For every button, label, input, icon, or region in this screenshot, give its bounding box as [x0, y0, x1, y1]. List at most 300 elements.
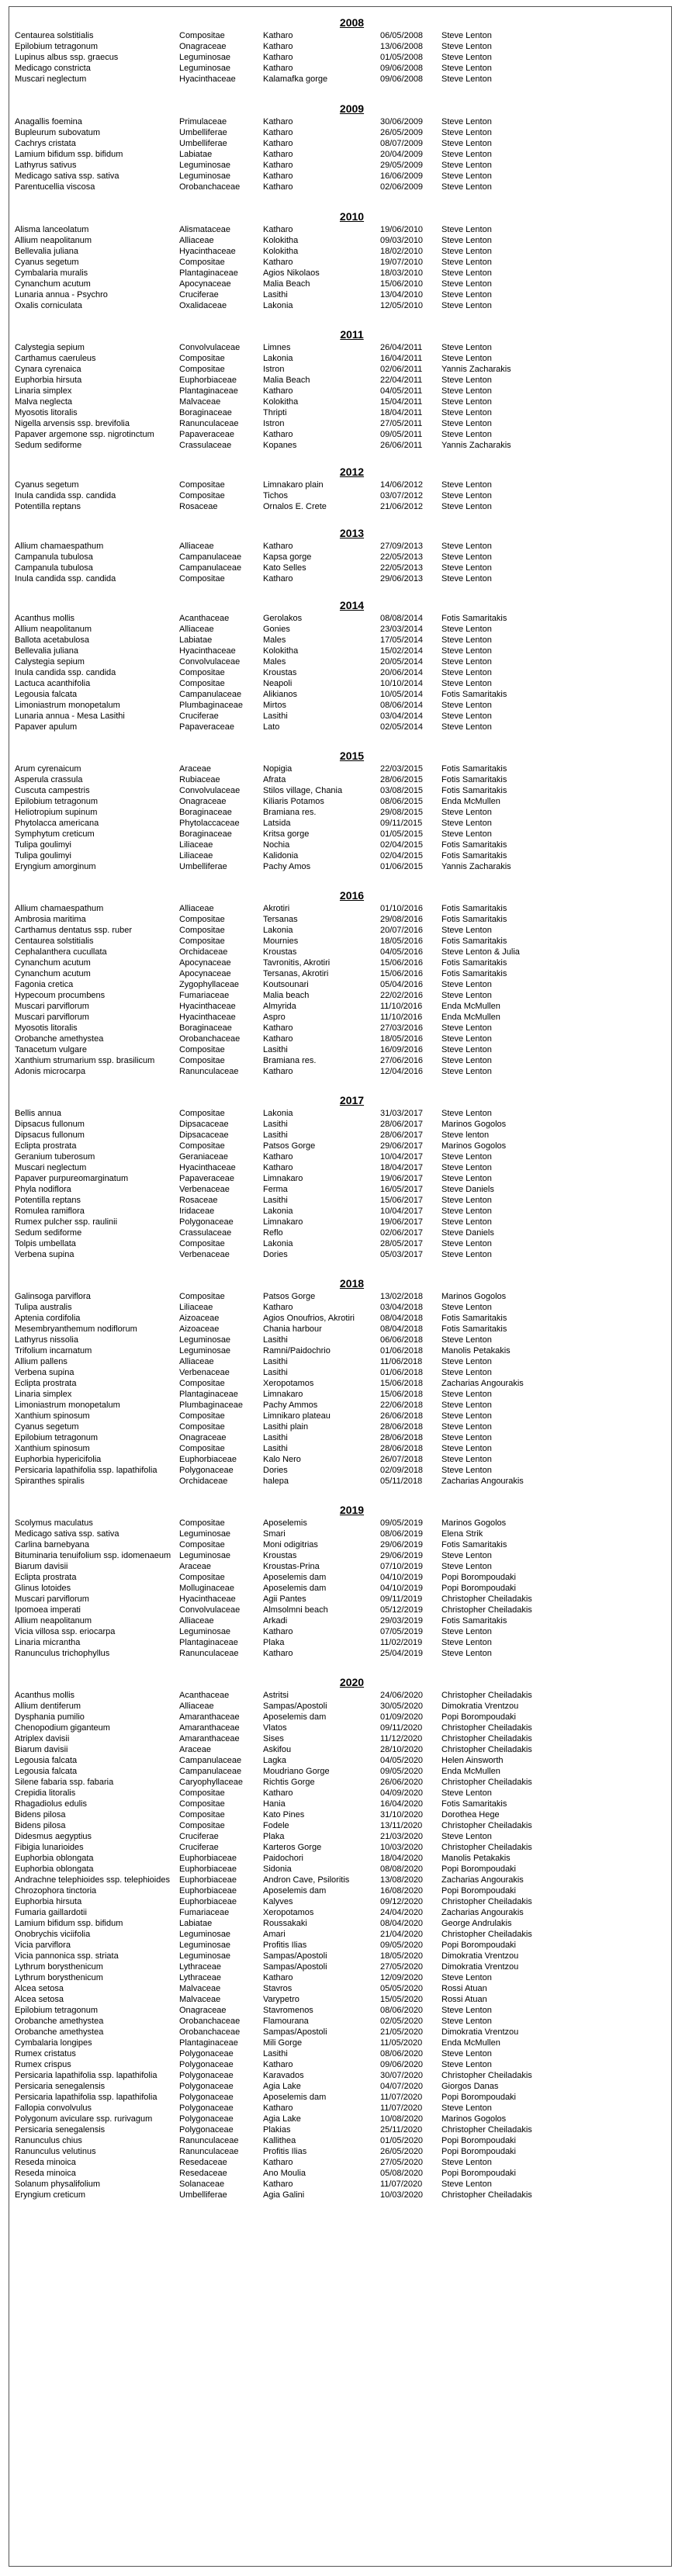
location-cell: Katharo	[263, 2060, 293, 2069]
location-cell: Katharo	[263, 171, 293, 181]
observer-cell: Fotis Samaritakis	[441, 690, 507, 699]
family-cell: Plantaginaceae	[179, 268, 238, 278]
observer-cell: Rossi Atuan	[441, 1995, 487, 2004]
date-cell: 29/05/2009	[380, 161, 424, 170]
family-cell: Verbenaceae	[179, 1250, 230, 1259]
observer-cell: Christopher Cheiladakis	[441, 1897, 532, 1906]
location-cell: Katharo	[263, 386, 293, 396]
table-row	[13, 279, 618, 289]
location-cell: Latsida	[263, 819, 291, 828]
species-cell: Calystegia sepium	[15, 343, 85, 352]
observer-cell: Christopher Cheiladakis	[441, 1723, 532, 1733]
table-row	[13, 1744, 618, 1755]
date-cell: 18/04/2017	[380, 1163, 424, 1172]
date-cell: 11/07/2020	[380, 2103, 423, 2113]
family-cell: Compositae	[179, 1821, 225, 1830]
location-cell: Katharo	[263, 1627, 293, 1636]
table-row	[13, 440, 618, 451]
observer-cell: Christopher Cheiladakis	[441, 1594, 532, 1604]
date-cell: 05/08/2020	[380, 2169, 424, 2178]
family-cell: Plumbaginaceae	[179, 701, 243, 710]
date-cell: 04/05/2020	[380, 1756, 424, 1765]
species-cell: Calystegia sepium	[15, 657, 85, 667]
table-row	[13, 552, 618, 563]
observer-cell: Popi Borompoudaki	[441, 2147, 517, 2156]
table-row	[13, 1561, 618, 1572]
species-cell: Lathyrus sativus	[15, 161, 77, 170]
year-section-2019	[9, 1503, 671, 1659]
table-row	[13, 1615, 618, 1626]
table-row	[13, 1356, 618, 1367]
location-cell: Agia Lake	[263, 2082, 301, 2091]
observer-cell: Steve Lenton	[441, 808, 492, 817]
location-cell: Limnikaro plateau	[263, 1411, 331, 1421]
table-row	[13, 171, 618, 182]
species-cell: Nigella arvensis ssp. brevifolia	[15, 419, 130, 428]
location-cell: Xeropotamos	[263, 1379, 314, 1388]
table-row	[13, 613, 618, 624]
observer-cell: Steve Lenton	[441, 1390, 492, 1399]
family-cell: Hyacinthaceae	[179, 646, 236, 656]
observer-cell: Christopher Cheiladakis	[441, 2125, 532, 2135]
location-cell: Kapsa gorge	[263, 552, 312, 562]
records-table	[13, 1291, 618, 1487]
date-cell: 08/08/2020	[380, 1864, 424, 1874]
location-cell: Katharo	[263, 542, 293, 551]
observer-cell: Christopher Cheiladakis	[441, 1843, 532, 1852]
table-row	[13, 396, 618, 407]
species-cell: Potentilla reptans	[15, 502, 81, 511]
family-cell: Convolvulaceae	[179, 657, 241, 667]
table-row	[13, 667, 618, 678]
date-cell: 28/10/2020	[380, 1745, 424, 1754]
location-cell: Aposelemis dam	[263, 1584, 327, 1593]
species-cell: Fagonia cretica	[15, 980, 74, 989]
table-row	[13, 1302, 618, 1313]
observer-cell: Steve Lenton	[441, 408, 492, 417]
location-cell: Kolokitha	[263, 247, 299, 256]
species-cell: Tolpis umbellata	[15, 1239, 76, 1248]
location-cell: Moudriano Gorge	[263, 1767, 330, 1776]
year-heading-text: 2011	[340, 328, 364, 341]
date-cell: 27/06/2016	[380, 1056, 424, 1065]
date-cell: 13/02/2018	[380, 1292, 424, 1301]
table-row	[13, 1023, 618, 1034]
date-cell: 21/04/2020	[380, 1930, 424, 1939]
observer-cell: Steve Lenton	[441, 1303, 492, 1312]
date-cell: 09/05/2020	[380, 1767, 424, 1776]
location-cell: Katharo	[263, 1303, 293, 1312]
observer-cell: Steve Lenton	[441, 701, 492, 710]
location-cell: Patsos Gorge	[263, 1141, 316, 1151]
location-cell: Katharo	[263, 2180, 293, 2189]
date-cell: 27/05/2020	[380, 2158, 424, 2167]
species-cell: Linaria micrantha	[15, 1638, 81, 1647]
species-cell: Lythrum borysthenicum	[15, 1973, 103, 1982]
year-heading	[9, 209, 671, 224]
species-cell: Cachrys cristata	[15, 139, 76, 148]
location-cell: Pachy Amos	[263, 862, 311, 871]
family-cell: Primulaceae	[179, 117, 227, 126]
family-cell: Alliaceae	[179, 542, 214, 551]
table-row	[13, 2114, 618, 2124]
date-cell: 05/03/2017	[380, 1250, 424, 1259]
table-row	[13, 2016, 618, 2027]
species-cell: Phyla nodiflora	[15, 1185, 71, 1194]
table-row	[13, 700, 618, 711]
family-cell: Polygonaceae	[179, 1466, 234, 1475]
year-section-2020	[9, 1675, 671, 2200]
date-cell: 22/03/2015	[380, 764, 424, 774]
location-cell: Ramni/Paidochrio	[263, 1346, 331, 1356]
location-cell: Kalidonia	[263, 851, 299, 860]
family-cell: Leguminosae	[179, 1627, 231, 1636]
observer-cell: Steve Lenton	[441, 563, 492, 573]
family-cell: Compositae	[179, 915, 225, 924]
family-cell: Onagraceae	[179, 2006, 227, 2015]
date-cell: 15/06/2016	[380, 958, 424, 968]
family-cell: Compositae	[179, 258, 225, 267]
species-cell: Allium neapolitanum	[15, 1616, 92, 1626]
species-cell: Eclipta prostrata	[15, 1141, 77, 1151]
species-cell: Ranunculus chius	[15, 2136, 82, 2145]
table-row	[13, 861, 618, 872]
observer-cell: Steve Lenton	[441, 1466, 492, 1475]
location-cell: Nochia	[263, 840, 290, 850]
section-spacer	[9, 311, 671, 327]
date-cell: 11/06/2018	[380, 1357, 423, 1366]
table-row	[13, 2190, 618, 2200]
family-cell: Compositae	[179, 491, 225, 500]
table-row	[13, 1788, 618, 1799]
table-row	[13, 1809, 618, 1820]
records-table	[13, 224, 618, 311]
family-cell: Amaranthaceae	[179, 1734, 240, 1743]
year-section-2017	[9, 1093, 671, 1260]
observer-cell: Steve Lenton	[441, 182, 492, 192]
family-cell: Cruciferae	[179, 712, 219, 721]
table-row	[13, 1411, 618, 1421]
date-cell: 29/06/2019	[380, 1540, 424, 1549]
family-cell: Euphorbiaceae	[179, 1897, 237, 1906]
table-row	[13, 947, 618, 957]
species-cell: Verbena supina	[15, 1368, 74, 1377]
family-cell: Malvaceae	[179, 397, 221, 407]
table-row	[13, 2146, 618, 2157]
table-row	[13, 1066, 618, 1077]
date-cell: 04/10/2019	[380, 1584, 424, 1593]
species-cell: Adonis microcarpa	[15, 1067, 86, 1076]
table-row	[13, 41, 618, 52]
location-cell: Richtis Gorge	[263, 1778, 315, 1787]
table-row	[13, 2027, 618, 2038]
location-cell: Aposelemis dam	[263, 1886, 327, 1896]
observer-cell: Steve Lenton	[441, 279, 492, 289]
location-cell: Kolokitha	[263, 646, 299, 656]
table-row	[13, 364, 618, 375]
family-cell: Oxalidaceae	[179, 301, 227, 310]
date-cell: 15/04/2011	[380, 397, 423, 407]
location-cell: Kroustas-Prina	[263, 1562, 320, 1571]
family-cell: Liliaceae	[179, 851, 213, 860]
date-cell: 09/11/2020	[380, 1723, 423, 1733]
location-cell: Plaka	[263, 1638, 285, 1647]
species-cell: Ranunculus trichophyllus	[15, 1649, 110, 1658]
observer-cell: Christopher Cheiladakis	[441, 1734, 532, 1743]
date-cell: 15/06/2016	[380, 969, 424, 978]
family-cell: Molluginaceae	[179, 1584, 234, 1593]
observer-cell: Steve Lenton	[441, 1023, 492, 1033]
year-section-2015	[9, 749, 671, 872]
observer-cell: Popi Borompoudaki	[441, 1941, 517, 1950]
year-heading-text: 2016	[339, 889, 365, 902]
date-cell: 11/02/2019	[380, 1638, 423, 1647]
species-cell: Cymbalaria muralis	[15, 268, 88, 278]
section-spacer	[9, 1260, 671, 1276]
family-cell: Umbelliferae	[179, 139, 227, 148]
year-heading	[9, 1503, 671, 1518]
location-cell: Sises	[263, 1734, 284, 1743]
records-table	[13, 903, 618, 1077]
species-cell: Orobanche amethystea	[15, 2027, 104, 2037]
location-cell: Kalyves	[263, 1897, 293, 1906]
year-heading	[9, 1276, 671, 1291]
species-cell: Bupleurum subovatum	[15, 128, 101, 137]
observer-cell: Steve Lenton	[441, 430, 492, 439]
date-cell: 22/05/2013	[380, 563, 424, 573]
family-cell: Araceae	[179, 764, 211, 774]
location-cell: Stavros	[263, 1984, 293, 1993]
location-cell: Lasithi	[263, 1368, 288, 1377]
family-cell: Hyacinthaceae	[179, 74, 236, 84]
location-cell: Hania	[263, 1799, 286, 1809]
species-cell: Cyanus segetum	[15, 1422, 79, 1432]
location-cell: Nopigia	[263, 764, 293, 774]
species-cell: Reseda minoica	[15, 2169, 76, 2178]
table-row	[13, 1044, 618, 1055]
date-cell: 26/05/2009	[380, 128, 424, 137]
date-cell: 21/05/2020	[380, 2027, 424, 2037]
observer-cell: Dorothea Hege	[441, 1810, 500, 1819]
observer-cell: Steve Lenton	[441, 2103, 492, 2113]
table-row	[13, 342, 618, 353]
family-cell: Plantaginaceae	[179, 2038, 238, 2048]
table-row	[13, 656, 618, 667]
date-cell: 26/07/2018	[380, 1455, 424, 1464]
family-cell: Alismataceae	[179, 225, 231, 234]
observer-cell: Fotis Samaritakis	[441, 840, 507, 850]
location-cell: Malia Beach	[263, 376, 310, 385]
table-row	[13, 1766, 618, 1777]
date-cell: 28/06/2018	[380, 1422, 424, 1432]
family-cell: Orchidaceae	[179, 947, 228, 957]
observer-cell: Steve Lenton	[441, 1045, 492, 1054]
family-cell: Leguminosae	[179, 1930, 231, 1939]
section-spacer	[9, 584, 671, 598]
species-cell: Spiranthes spiralis	[15, 1477, 85, 1486]
observer-cell: Steve Lenton	[441, 31, 492, 40]
table-row	[13, 1378, 618, 1389]
family-cell: Plantaginaceae	[179, 386, 238, 396]
family-cell: Orobanchaceae	[179, 182, 241, 192]
date-cell: 22/05/2013	[380, 552, 424, 562]
date-cell: 25/11/2020	[380, 2125, 423, 2135]
family-cell: Hyacinthaceae	[179, 1163, 236, 1172]
species-cell: Polygonum aviculare ssp. rurivagum	[15, 2114, 153, 2124]
family-cell: Boraginaceae	[179, 408, 232, 417]
observer-cell: Enda McMullen	[441, 1002, 500, 1011]
observer-cell: Yannis Zacharakis	[441, 441, 511, 450]
table-row	[13, 563, 618, 573]
table-row	[13, 2103, 618, 2114]
observer-cell: Steve Lenton	[441, 225, 492, 234]
species-cell: Bellis annua	[15, 1109, 61, 1118]
table-row	[13, 1733, 618, 1744]
table-row	[13, 2081, 618, 2092]
location-cell: Males	[263, 635, 286, 645]
observer-cell: Steve Lenton	[441, 419, 492, 428]
table-row	[13, 1141, 618, 1151]
location-cell: Katharo	[263, 1034, 293, 1044]
location-cell: Alikianos	[263, 690, 298, 699]
date-cell: 01/09/2020	[380, 1712, 424, 1722]
location-cell: Mirtos	[263, 701, 286, 710]
date-cell: 10/04/2017	[380, 1207, 424, 1216]
family-cell: Compositae	[179, 1056, 225, 1065]
table-row	[13, 990, 618, 1001]
table-row	[13, 501, 618, 512]
table-row	[13, 182, 618, 192]
observer-cell: Steve Lenton	[441, 712, 492, 721]
location-cell: Kroustas	[263, 947, 297, 957]
location-cell: Limnakaro	[263, 1217, 303, 1227]
location-cell: Stilos village, Chania	[263, 786, 343, 795]
family-cell: Onagraceae	[179, 797, 227, 806]
observer-cell: Steve Lenton	[441, 679, 492, 688]
date-cell: 13/06/2008	[380, 42, 424, 51]
location-cell: Katharo	[263, 161, 293, 170]
family-cell: Leguminosae	[179, 1941, 231, 1950]
date-cell: 03/04/2018	[380, 1303, 424, 1312]
date-cell: 29/08/2015	[380, 808, 424, 817]
species-cell: Linaria simplex	[15, 386, 72, 396]
location-cell: Sampas/Apostoli	[263, 1962, 327, 1972]
family-cell: Compositae	[179, 679, 225, 688]
species-cell: Euphorbia oblongata	[15, 1854, 94, 1863]
date-cell: 13/04/2010	[380, 290, 424, 299]
table-row	[13, 1605, 618, 1615]
species-cell: Bellevalia juliana	[15, 247, 78, 256]
date-cell: 08/08/2014	[380, 614, 424, 623]
year-heading-text: 2010	[339, 210, 365, 223]
table-row	[13, 30, 618, 41]
family-cell: Araceae	[179, 1562, 211, 1571]
family-cell: Verbenaceae	[179, 1368, 230, 1377]
date-cell: 18/03/2010	[380, 268, 424, 278]
location-cell: Almsolmni beach	[263, 1605, 328, 1615]
location-cell: Sampas/Apostoli	[263, 2027, 327, 2037]
observer-cell: Zacharias Angourakis	[441, 1477, 524, 1486]
location-cell: Koutsounari	[263, 980, 309, 989]
location-cell: Almyrida	[263, 1002, 296, 1011]
species-cell: Mesembryanthemum nodiflorum	[15, 1324, 137, 1334]
observer-cell: Steve Daniels	[441, 1228, 494, 1238]
location-cell: Malia Beach	[263, 279, 310, 289]
table-row	[13, 268, 618, 279]
date-cell: 27/09/2013	[380, 542, 424, 551]
family-cell: Papaveraceae	[179, 430, 234, 439]
date-cell: 08/06/2019	[380, 1529, 424, 1539]
location-cell: Dories	[263, 1466, 288, 1475]
table-row	[13, 1151, 618, 1162]
records-table	[13, 30, 618, 85]
family-cell: Malvaceae	[179, 1995, 221, 2004]
date-cell: 11/07/2020	[380, 2180, 423, 2189]
species-cell: Limoniastrum monopetalum	[15, 1401, 120, 1410]
species-cell: Oxalis corniculata	[15, 301, 82, 310]
family-cell: Iridaceae	[179, 1207, 215, 1216]
observer-cell: Steve Lenton	[441, 1056, 492, 1065]
date-cell: 19/06/2017	[380, 1174, 424, 1183]
date-cell: 25/04/2019	[380, 1649, 424, 1658]
species-cell: Allium pallens	[15, 1357, 68, 1366]
species-cell: Alisma lanceolatum	[15, 225, 89, 234]
location-cell: Katharo	[263, 225, 293, 234]
family-cell: Polygonaceae	[179, 1217, 234, 1227]
species-cell: Chenopodium giganteum	[15, 1723, 110, 1733]
location-cell: Smari	[263, 1529, 286, 1539]
observer-cell: Steve Lenton	[441, 542, 492, 551]
family-cell: Leguminosae	[179, 171, 231, 181]
location-cell: Katharo	[263, 574, 293, 583]
family-cell: Polygonaceae	[179, 2114, 234, 2124]
date-cell: 11/12/2020	[380, 1734, 423, 1743]
table-row	[13, 407, 618, 418]
location-cell: Katharo	[263, 1973, 293, 1982]
date-cell: 01/10/2016	[380, 904, 424, 913]
location-cell: halepa	[263, 1477, 289, 1486]
family-cell: Boraginaceae	[179, 1023, 232, 1033]
table-row	[13, 2070, 618, 2081]
date-cell: 02/06/2011	[380, 365, 423, 374]
observer-cell: Fotis Samaritakis	[441, 1540, 507, 1549]
species-cell: Cynara cyrenaica	[15, 365, 81, 374]
observer-cell: Steve Lenton	[441, 1034, 492, 1044]
family-cell: Compositae	[179, 1422, 225, 1432]
section-spacer	[9, 732, 671, 749]
date-cell: 09/12/2020	[380, 1897, 424, 1906]
table-row	[13, 1907, 618, 1918]
table-row	[13, 1723, 618, 1733]
species-cell: Epilobium tetragonum	[15, 1433, 99, 1442]
family-cell: Euphorbiaceae	[179, 1886, 237, 1896]
table-row	[13, 1983, 618, 1994]
table-row	[13, 1173, 618, 1184]
species-cell: Dipsacus fullonum	[15, 1130, 85, 1140]
observer-cell: Steve Lenton	[441, 552, 492, 562]
species-cell: Symphytum creticum	[15, 829, 95, 839]
species-cell: Glinus lotoides	[15, 1584, 71, 1593]
species-cell: Euphorbia oblongata	[15, 1864, 94, 1874]
species-cell: Vicia parviflora	[15, 1941, 71, 1950]
year-heading-text: 2020	[339, 1676, 365, 1688]
date-cell: 09/03/2010	[380, 236, 424, 245]
table-row	[13, 1162, 618, 1173]
table-row	[13, 807, 618, 818]
observer-cell: Dimokratia Vrentzou	[441, 1702, 519, 1711]
family-cell: Alliaceae	[179, 1702, 214, 1711]
location-cell: Neapoli	[263, 679, 293, 688]
